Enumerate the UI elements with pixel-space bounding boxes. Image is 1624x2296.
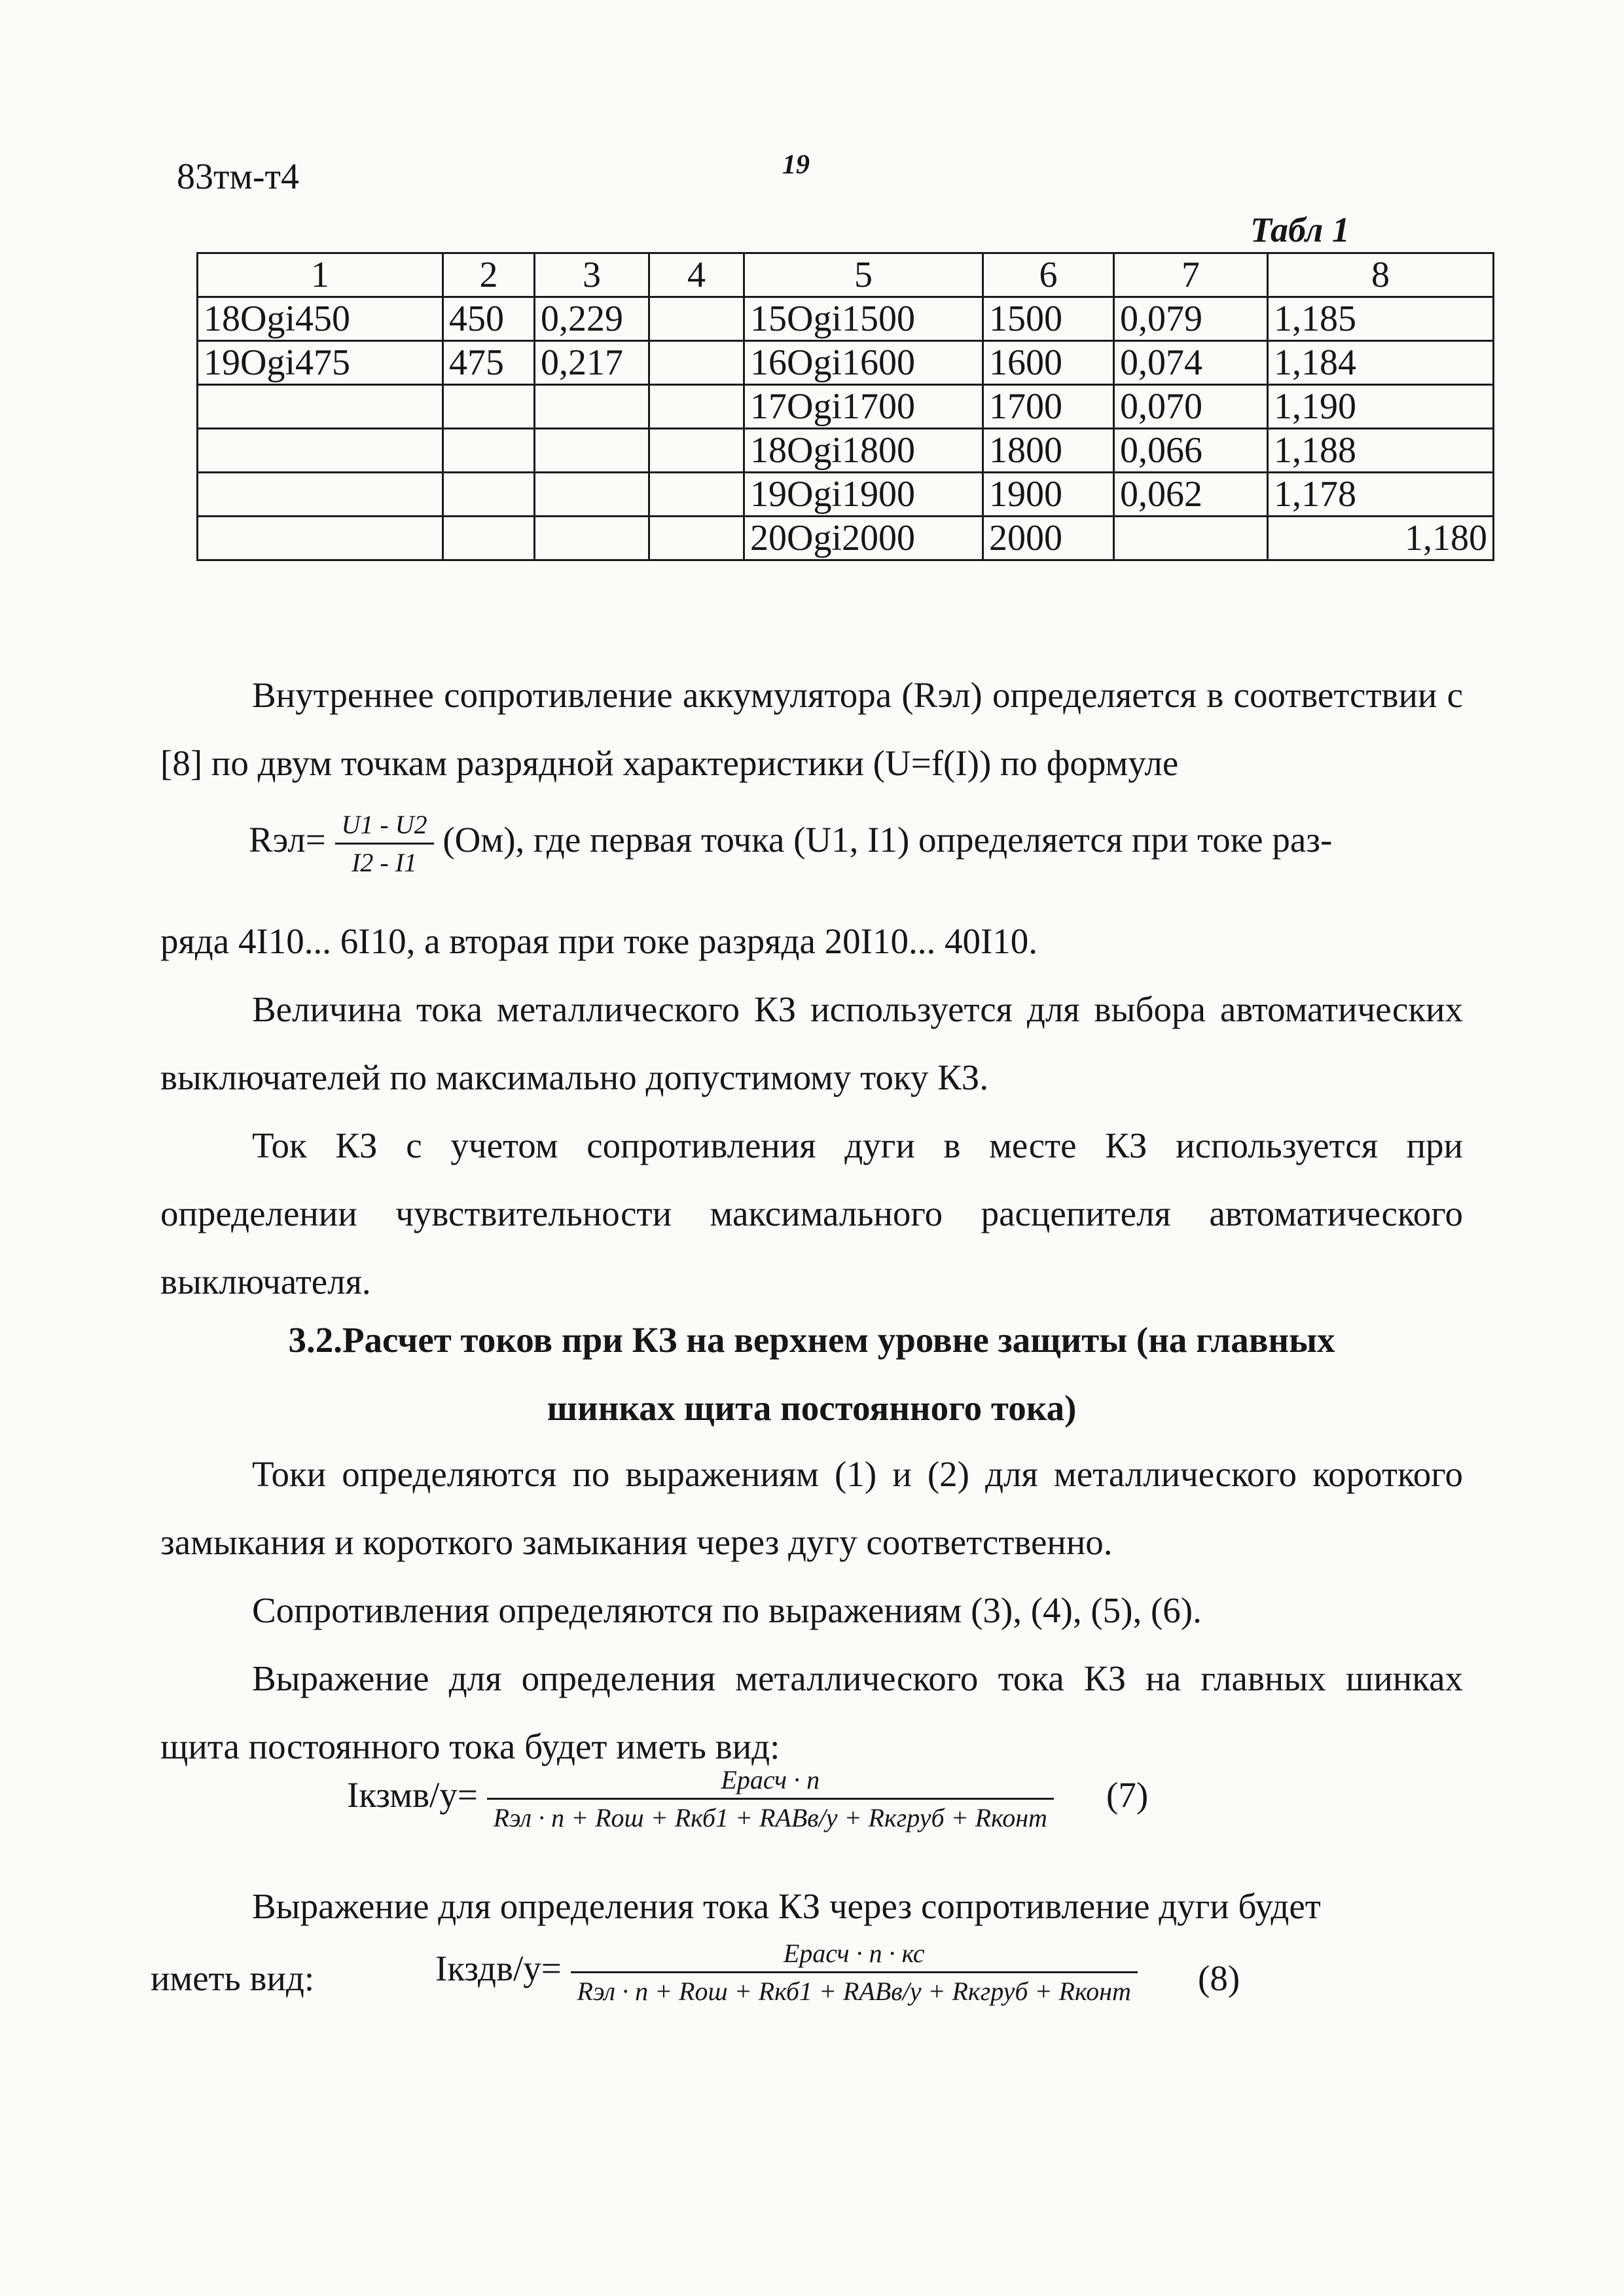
paragraph-currents-defined: Токи определяются по выражениям (1) и (2) для металлического короткого замыкания и короткого замыкания через дугу соответственно.	[160, 1454, 1463, 1562]
formula-lhs: Rэл=	[249, 820, 326, 860]
col-header: 2	[443, 253, 535, 297]
formula-denominator: Rэл · n + Rош + Rкб1 + RАВв/у + Rкгруб + Rконт	[577, 1977, 1131, 2006]
formula-rest: (Ом), где первая точка (U1, I1) определяется при токе раз-	[442, 820, 1333, 860]
table-cell	[198, 473, 443, 517]
table-cell: 1800	[983, 429, 1114, 473]
table-cell	[535, 429, 649, 473]
formula-fraction	[335, 809, 434, 878]
text-have-form: иметь вид:	[151, 1958, 315, 1998]
table-cell: 450	[443, 297, 535, 341]
table-cell: 15Ogi1500	[744, 297, 983, 341]
table-cell	[535, 385, 649, 429]
col-header: 5	[744, 253, 983, 297]
formula-7	[347, 1764, 1054, 1833]
table-row	[198, 473, 1494, 517]
table-cell: 1600	[983, 341, 1114, 385]
table-row	[198, 341, 1494, 385]
table-cell: 475	[443, 341, 535, 385]
table-cell	[649, 385, 744, 429]
table-cell	[535, 517, 649, 560]
col-header: 3	[535, 253, 649, 297]
paragraph-discharge-points: ряда 4I10... 6I10, а вторая при токе разряда 20I10... 40I10.	[160, 921, 1038, 961]
formula-numerator: U1 - U2	[335, 809, 434, 845]
section-heading-line: 3.2.Расчет токов при КЗ на верхнем уровне защиты (на главных	[288, 1320, 1335, 1360]
table-cell	[443, 429, 535, 473]
table-cell	[649, 473, 744, 517]
table-cell: 0,062	[1114, 473, 1268, 517]
table-cell: 1900	[983, 473, 1114, 517]
table-cell	[649, 341, 744, 385]
formula-resistance	[249, 809, 1332, 878]
table-header-row	[198, 253, 1494, 297]
equation-number-8: (8)	[1198, 1958, 1240, 1998]
section-heading	[160, 1306, 1463, 1442]
table-cell: 0,079	[1114, 297, 1268, 341]
table-row	[198, 429, 1494, 473]
formula-8	[435, 1938, 1138, 2007]
formula-numerator: Eрасч · n · кс	[571, 1938, 1138, 1973]
col-header: 8	[1268, 253, 1494, 297]
table-cell: 20Ogi2000	[744, 517, 983, 560]
table-cell: 18Ogi1800	[744, 429, 983, 473]
table-cell: 0,217	[535, 341, 649, 385]
formula-fraction	[487, 1764, 1054, 1833]
table-cell: 1700	[983, 385, 1114, 429]
table-cell	[535, 473, 649, 517]
table-cell: 18Ogi450	[198, 297, 443, 341]
table-cell	[649, 429, 744, 473]
equation-number-7: (7)	[1106, 1775, 1149, 1815]
table-cell: 19Ogi475	[198, 341, 443, 385]
table-cell	[443, 517, 535, 560]
paragraph-expression-metallic: Выражение для определения металлического тока КЗ на главных шинках щита постоянного тока будет иметь вид:	[160, 1658, 1463, 1766]
table-cell: 0,070	[1114, 385, 1268, 429]
table-cell: 1,190	[1268, 385, 1494, 429]
document-code: 83тм-т4	[177, 156, 300, 197]
table-cell: 1,188	[1268, 429, 1494, 473]
section-heading-line: шинках щита постоянного тока)	[547, 1388, 1077, 1428]
col-header: 7	[1114, 253, 1268, 297]
table-cell	[649, 517, 744, 560]
table-cell	[1114, 517, 1268, 560]
table-cell: 0,229	[535, 297, 649, 341]
table-cell	[443, 473, 535, 517]
col-header: 6	[983, 253, 1114, 297]
table-cell: 16Ogi1600	[744, 341, 983, 385]
table-cell: 2000	[983, 517, 1114, 560]
table-label: Табл 1	[1250, 210, 1350, 249]
table-cell: 1,185	[1268, 297, 1494, 341]
table-cell: 19Ogi1900	[744, 473, 983, 517]
table-row	[198, 297, 1494, 341]
table-cell: 1,180	[1268, 517, 1494, 560]
data-table	[196, 252, 1494, 561]
page-number: 19	[782, 150, 810, 180]
table-cell: 17Ogi1700	[744, 385, 983, 429]
paragraph-expression-arc: Выражение для определения тока КЗ через сопротивление дуги будет	[252, 1886, 1321, 1926]
col-header: 1	[198, 253, 443, 297]
table-cell	[198, 429, 443, 473]
formula-lhs: Iкзмв/у=	[347, 1775, 478, 1815]
formula-denominator: Rэл · n + Rош + Rкб1 + RАВв/у + Rкгруб + Rконт	[493, 1803, 1047, 1832]
table-cell: 1,178	[1268, 473, 1494, 517]
paragraph-arc-current: Ток КЗ с учетом сопротивления дуги в месте КЗ используется при определении чувствительности максимального расцепителя автоматического выключателя.	[160, 1125, 1463, 1302]
formula-numerator: Eрасч · n	[487, 1764, 1054, 1800]
table-cell: 1500	[983, 297, 1114, 341]
table-cell: 1,184	[1268, 341, 1494, 385]
table-cell	[443, 385, 535, 429]
formula-denominator: I2 - I1	[352, 848, 418, 877]
paragraph-metallic-current: Величина тока металлического КЗ используется для выбора автоматических выключателей по максимально допустимому току КЗ.	[160, 989, 1463, 1097]
table-cell: 0,074	[1114, 341, 1268, 385]
table-cell	[198, 517, 443, 560]
table-cell	[198, 385, 443, 429]
paragraph-resistances-defined: Сопротивления определяются по выражениям (3), (4), (5), (6).	[252, 1590, 1202, 1630]
table-row	[198, 517, 1494, 560]
col-header: 4	[649, 253, 744, 297]
table-row	[198, 385, 1494, 429]
table-cell: 0,066	[1114, 429, 1268, 473]
paragraph-internal-resistance: Внутреннее сопротивление аккумулятора (Rэл) определяется в соответствии с [8] по двум точкам разрядной характеристики (U=f(I)) по формуле	[160, 675, 1463, 783]
formula-lhs: Iкздв/у=	[435, 1948, 562, 1989]
formula-fraction	[571, 1938, 1138, 2007]
table-cell	[649, 297, 744, 341]
